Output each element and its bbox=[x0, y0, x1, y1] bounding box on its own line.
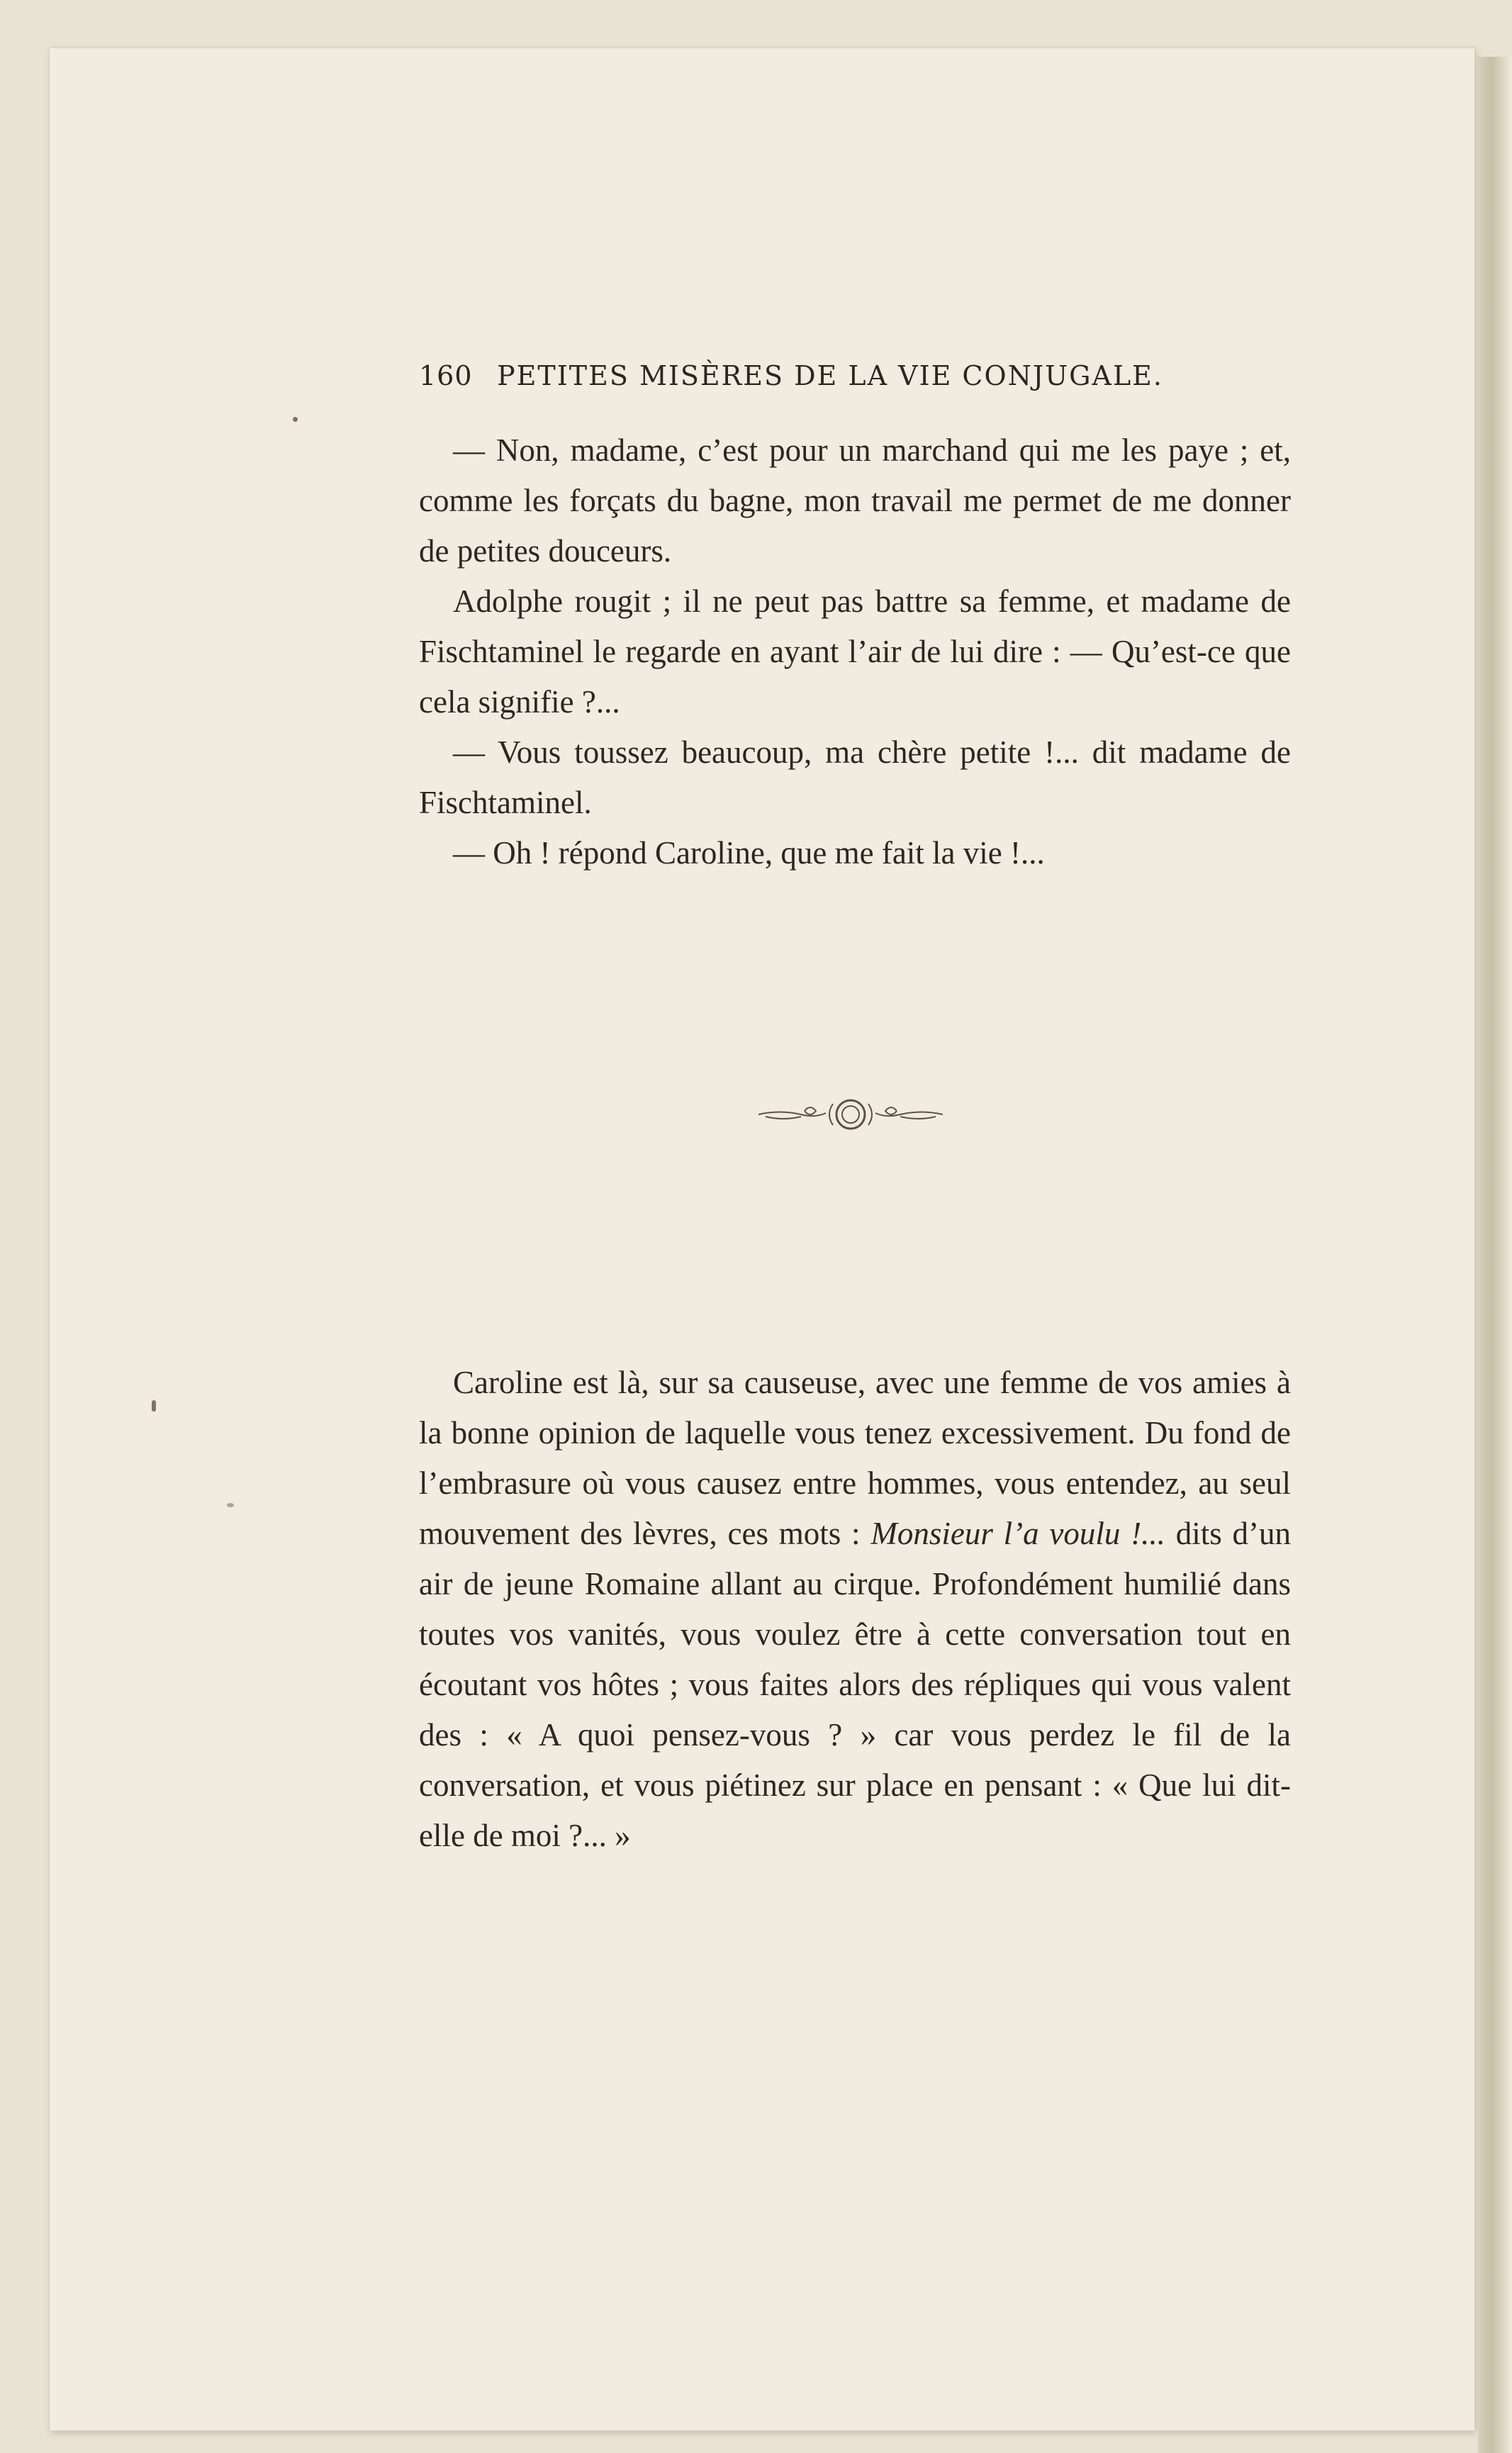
paragraph: — Non, madame, c’est pour un marchand qui me les paye ; et, comme les forçats du bagne, mon travail me permet de me donner de petites douceurs. bbox=[419, 432, 1291, 569]
fleuron-ornament-icon bbox=[751, 1090, 950, 1139]
dialogue-block bbox=[419, 425, 1291, 878]
paragraph-text: dits d’un air de jeune Romaine allant au cirque. Profondément humilié dans toutes vos vanités, vous voulez être à cette conversation tout en écoutant vos hôtes ; vous faites alors des répliques qui vous valent des : « A quoi pensez-vous ? » car vous perdez le fil de la conversation, et vous piétinez sur place en pensant : « Que lui dit-elle de moi ?... » bbox=[419, 1516, 1291, 1853]
paragraph: — Oh ! répond Caroline, que me fait la vie !... bbox=[453, 835, 1045, 871]
paper-speck bbox=[227, 1503, 234, 1507]
running-title: PETITES MISÈRES DE LA VIE CONJUGALE. bbox=[497, 360, 1163, 391]
prose-block bbox=[419, 1358, 1291, 1861]
italic-quote: Monsieur l’a voulu !... bbox=[870, 1516, 1165, 1551]
paragraph: — Vous toussez beaucoup, ma chère petite !... dit madame de Fischtaminel. bbox=[419, 734, 1291, 820]
paragraph: Adolphe rougit ; il ne peut pas battre sa femme, et madame de Fischtaminel le regarde en ayant l’air de lui dire : — Qu’est-ce que cela signifie ?... bbox=[419, 583, 1291, 720]
paper-speck bbox=[293, 417, 298, 422]
running-head bbox=[419, 360, 1163, 391]
page-edge bbox=[1478, 57, 1512, 2453]
paper-speck bbox=[152, 1400, 156, 1412]
paragraph bbox=[419, 1358, 1291, 1861]
paragraph-text: Caroline est là, sur sa causeuse, avec une femme de vos amies à la bonne opinion de laquelle vous tenez excessivement. Du fond de l’embrasure où vous causez entre hommes, vous entendez, au seul mouvement des lèvres, ces mots : bbox=[419, 1365, 1291, 1551]
page-number: 160 bbox=[419, 360, 473, 391]
book-page bbox=[50, 48, 1474, 2430]
